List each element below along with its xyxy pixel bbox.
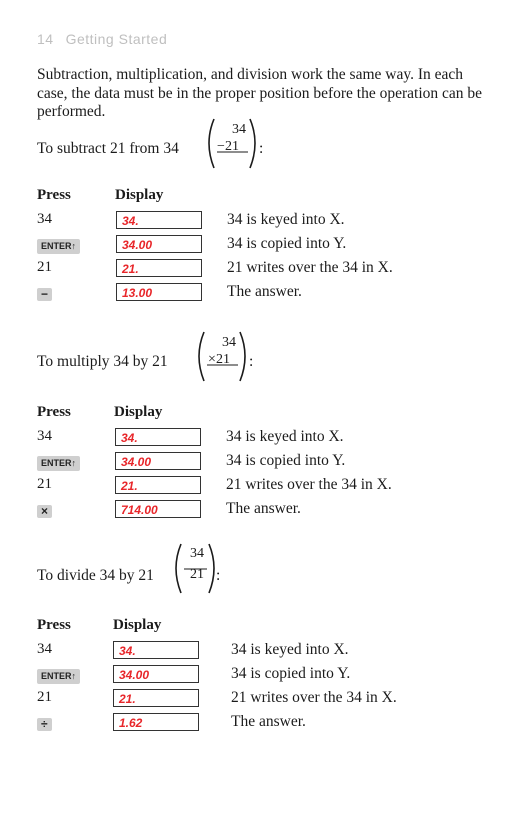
display-window: 1.62 [113,713,199,731]
display-window: 34.00 [115,452,201,470]
key-34: 34 [37,641,52,657]
page-number: 14 [37,31,54,47]
step-description: 21 writes over the 34 in X. [231,689,397,706]
display-window: 34.00 [116,235,202,253]
operand-bottom: −21 [217,139,239,154]
step-description: 34 is keyed into X. [226,428,344,445]
enter-key: ENTER↑ [37,456,80,471]
key-21: 21 [37,476,52,492]
enter-key: ENTER↑ [37,239,80,254]
operand-top: 34 [190,546,204,561]
key-21: 21 [37,259,52,275]
display-window: 34. [113,641,199,659]
step-description: 21 writes over the 34 in X. [227,259,393,276]
page-header [37,31,167,47]
prompt-colon: : [249,353,254,370]
step-description: The answer. [231,713,306,730]
key-34: 34 [37,211,52,227]
minus-key: − [37,288,52,301]
operand-top: 34 [232,122,246,137]
multiply-key: × [37,505,52,518]
operand-bottom: ×21 [208,352,230,367]
display-window: 34. [115,428,201,446]
enter-key: ENTER↑ [37,669,80,684]
display-window: 21. [116,259,202,277]
display-header: Display [114,404,163,420]
operand-top: 34 [222,335,236,350]
step-description: 21 writes over the 34 in X. [226,476,392,493]
display-header: Display [113,617,162,633]
display-window: 21. [115,476,201,494]
press-header: Press [37,404,71,420]
step-description: 34 is copied into Y. [227,235,347,252]
press-header: Press [37,187,71,203]
prompt-colon: : [216,567,221,584]
section-title: Getting Started [65,31,168,47]
display-window: 13.00 [116,283,202,301]
step-description: The answer. [227,283,302,300]
display-window: 34. [116,211,202,229]
step-description: 34 is copied into Y. [226,452,346,469]
step-description: 34 is keyed into X. [231,641,349,658]
step-description: The answer. [226,500,301,517]
display-window: 714.00 [115,500,201,518]
press-header: Press [37,617,71,633]
display-window: 21. [113,689,199,707]
example-prompt [37,567,154,585]
example-prompt [37,353,168,371]
prompt-text: To multiply 34 by 21 [37,353,168,370]
prompt-colon: : [259,140,264,157]
divide-key: ÷ [37,718,52,731]
prompt-text: To divide 34 by 21 [37,567,154,584]
step-description: 34 is keyed into X. [227,211,345,228]
example-prompt [37,140,179,158]
operand-bottom: 21 [190,567,204,582]
intro-paragraph: Subtraction, multiplication, and division work the same way. In each case, the data must be in the proper position before the operation can be performed. [37,66,483,120]
key-21: 21 [37,689,52,705]
step-description: 34 is copied into Y. [231,665,351,682]
prompt-text: To subtract 21 from 34 [37,140,179,157]
key-34: 34 [37,428,52,444]
display-header: Display [115,187,164,203]
display-window: 34.00 [113,665,199,683]
